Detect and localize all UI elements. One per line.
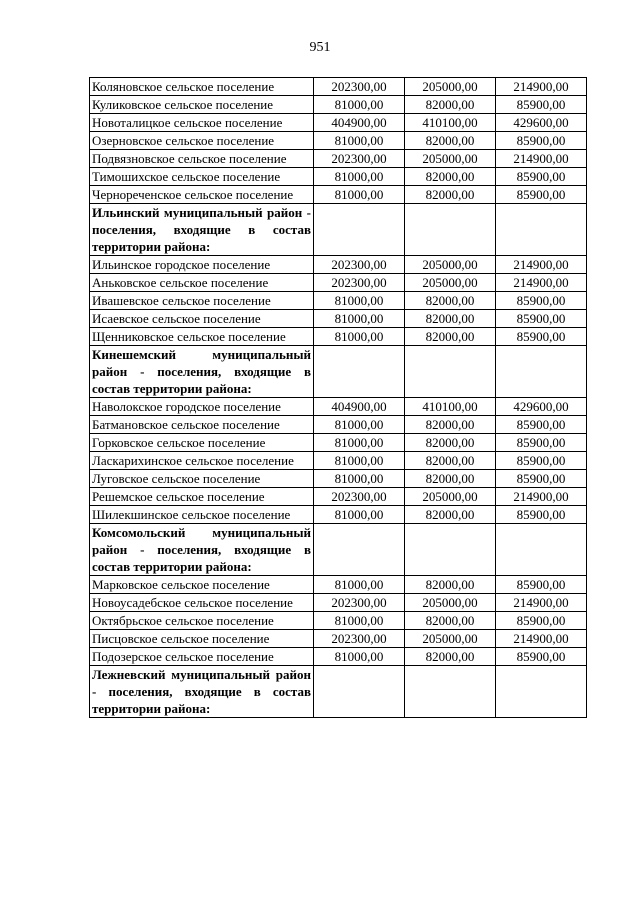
amount-cell-2: 410100,00 [405, 114, 496, 132]
amount-cell-1: 81000,00 [314, 132, 405, 150]
table-row [90, 132, 587, 150]
district-header-row [90, 666, 587, 718]
settlement-name-cell: Куликовское сельское поселение [90, 96, 314, 114]
page-number: 951 [309, 40, 331, 55]
amount-cell-3 [496, 524, 587, 576]
amount-cell-2: 205000,00 [405, 488, 496, 506]
amount-cell-1: 202300,00 [314, 274, 405, 292]
amount-cell-2: 82000,00 [405, 470, 496, 488]
amount-cell-2: 205000,00 [405, 630, 496, 648]
amount-cell-1: 81000,00 [314, 168, 405, 186]
table-row [90, 416, 587, 434]
amount-cell-2: 82000,00 [405, 328, 496, 346]
amount-cell-3 [496, 666, 587, 718]
amount-cell-2: 205000,00 [405, 150, 496, 168]
amount-cell-2: 82000,00 [405, 168, 496, 186]
settlement-name-cell: Ласкарихинское сельское поселение [90, 452, 314, 470]
amount-cell-3: 214900,00 [496, 488, 587, 506]
amount-cell-3: 85900,00 [496, 452, 587, 470]
settlement-name-cell: Решемское сельское поселение [90, 488, 314, 506]
amount-cell-1: 202300,00 [314, 594, 405, 612]
amount-cell-3 [496, 204, 587, 256]
amount-cell-1: 81000,00 [314, 434, 405, 452]
settlement-name-cell: Батмановское сельское поселение [90, 416, 314, 434]
amount-cell-3: 214900,00 [496, 274, 587, 292]
settlement-name-cell: Наволокское городское поселение [90, 398, 314, 416]
district-name-cell: Кинешемский муниципальный район - поселения, входящие в состав территории района: [90, 346, 314, 398]
table-body [90, 78, 587, 718]
amount-cell-2: 82000,00 [405, 576, 496, 594]
district-name-cell: Лежневский муниципальный район - поселения, входящие в состав территории района: [90, 666, 314, 718]
settlement-name-cell: Ильинское городское поселение [90, 256, 314, 274]
settlement-name-cell: Подозерское сельское поселение [90, 648, 314, 666]
district-name-cell: Комсомольский муниципальный район - поселения, входящие в состав территории района: [90, 524, 314, 576]
settlement-name-cell: Ивашевское сельское поселение [90, 292, 314, 310]
amount-cell-2: 82000,00 [405, 416, 496, 434]
district-header-row [90, 524, 587, 576]
settlement-name-cell: Коляновское сельское поселение [90, 78, 314, 96]
amount-cell-1: 404900,00 [314, 398, 405, 416]
amount-cell-3: 85900,00 [496, 328, 587, 346]
table-row [90, 186, 587, 204]
settlement-name-cell: Тимошихское сельское поселение [90, 168, 314, 186]
table-row [90, 96, 587, 114]
amount-cell-1 [314, 524, 405, 576]
amount-cell-2: 82000,00 [405, 292, 496, 310]
settlement-name-cell: Марковское сельское поселение [90, 576, 314, 594]
amount-cell-1: 404900,00 [314, 114, 405, 132]
district-header-row [90, 204, 587, 256]
amount-cell-3: 85900,00 [496, 168, 587, 186]
settlement-name-cell: Озерновское сельское поселение [90, 132, 314, 150]
amount-cell-1: 81000,00 [314, 452, 405, 470]
amount-cell-2: 82000,00 [405, 612, 496, 630]
amount-cell-1: 81000,00 [314, 186, 405, 204]
amount-cell-1: 202300,00 [314, 488, 405, 506]
amount-cell-1: 81000,00 [314, 470, 405, 488]
table-row [90, 488, 587, 506]
amount-cell-1: 81000,00 [314, 612, 405, 630]
amount-cell-1: 81000,00 [314, 310, 405, 328]
amount-cell-1: 81000,00 [314, 648, 405, 666]
amount-cell-2: 410100,00 [405, 398, 496, 416]
table-row [90, 506, 587, 524]
amount-cell-1: 202300,00 [314, 78, 405, 96]
amount-cell-3: 214900,00 [496, 150, 587, 168]
settlement-name-cell: Новоталицкое сельское поселение [90, 114, 314, 132]
amount-cell-2 [405, 346, 496, 398]
amount-cell-3: 429600,00 [496, 114, 587, 132]
settlement-name-cell: Октябрьское сельское поселение [90, 612, 314, 630]
table-row [90, 398, 587, 416]
settlement-name-cell: Горковское сельское поселение [90, 434, 314, 452]
amount-cell-3 [496, 346, 587, 398]
amount-cell-2: 82000,00 [405, 310, 496, 328]
table-row [90, 78, 587, 96]
amount-cell-2: 82000,00 [405, 186, 496, 204]
amount-cell-1: 81000,00 [314, 576, 405, 594]
table-row [90, 310, 587, 328]
table-row [90, 648, 587, 666]
amount-cell-2: 205000,00 [405, 274, 496, 292]
amount-cell-1 [314, 204, 405, 256]
amount-cell-2: 82000,00 [405, 96, 496, 114]
amount-cell-3: 429600,00 [496, 398, 587, 416]
table-row [90, 150, 587, 168]
amount-cell-3: 85900,00 [496, 96, 587, 114]
settlement-name-cell: Шилекшинское сельское поселение [90, 506, 314, 524]
amount-cell-2 [405, 204, 496, 256]
amount-cell-3: 85900,00 [496, 416, 587, 434]
settlement-name-cell: Подвязновское сельское поселение [90, 150, 314, 168]
amount-cell-3: 85900,00 [496, 132, 587, 150]
amount-cell-2: 82000,00 [405, 506, 496, 524]
table-row [90, 328, 587, 346]
amount-cell-3: 214900,00 [496, 594, 587, 612]
amount-cell-2: 82000,00 [405, 648, 496, 666]
amount-cell-2: 82000,00 [405, 434, 496, 452]
amount-cell-1 [314, 346, 405, 398]
table-row [90, 168, 587, 186]
amount-cell-3: 85900,00 [496, 612, 587, 630]
amount-cell-1: 81000,00 [314, 416, 405, 434]
table-row [90, 594, 587, 612]
table-row [90, 630, 587, 648]
table-row [90, 470, 587, 488]
district-name-cell: Ильинский муниципальный район - поселения, входящие в состав территории района: [90, 204, 314, 256]
amount-cell-2: 205000,00 [405, 256, 496, 274]
amount-cell-2: 82000,00 [405, 132, 496, 150]
amount-cell-2 [405, 666, 496, 718]
amount-cell-2 [405, 524, 496, 576]
amount-cell-1: 202300,00 [314, 256, 405, 274]
table-row [90, 292, 587, 310]
table-row [90, 612, 587, 630]
settlement-name-cell: Щенниковское сельское поселение [90, 328, 314, 346]
settlement-name-cell: Аньковское сельское поселение [90, 274, 314, 292]
settlement-name-cell: Новоусадебское сельское поселение [90, 594, 314, 612]
amount-cell-3: 85900,00 [496, 470, 587, 488]
amount-cell-3: 85900,00 [496, 186, 587, 204]
settlement-name-cell: Писцовское сельское поселение [90, 630, 314, 648]
district-header-row [90, 346, 587, 398]
amount-cell-1: 81000,00 [314, 506, 405, 524]
amount-cell-3: 85900,00 [496, 292, 587, 310]
amount-cell-1: 81000,00 [314, 328, 405, 346]
settlement-name-cell: Чернореченское сельское поселение [90, 186, 314, 204]
amount-cell-1: 81000,00 [314, 292, 405, 310]
amount-cell-3: 214900,00 [496, 256, 587, 274]
amount-cell-3: 85900,00 [496, 576, 587, 594]
amount-cell-3: 214900,00 [496, 630, 587, 648]
budget-table [89, 77, 587, 718]
table-row [90, 256, 587, 274]
table-row [90, 452, 587, 470]
table-row [90, 114, 587, 132]
table-row [90, 434, 587, 452]
amount-cell-3: 85900,00 [496, 506, 587, 524]
table-row [90, 576, 587, 594]
amount-cell-3: 85900,00 [496, 648, 587, 666]
settlement-name-cell: Луговское сельское поселение [90, 470, 314, 488]
amount-cell-1 [314, 666, 405, 718]
settlement-name-cell: Исаевское сельское поселение [90, 310, 314, 328]
amount-cell-2: 205000,00 [405, 78, 496, 96]
amount-cell-3: 85900,00 [496, 434, 587, 452]
amount-cell-2: 205000,00 [405, 594, 496, 612]
amount-cell-3: 214900,00 [496, 78, 587, 96]
amount-cell-2: 82000,00 [405, 452, 496, 470]
amount-cell-1: 202300,00 [314, 630, 405, 648]
table-row [90, 274, 587, 292]
amount-cell-3: 85900,00 [496, 310, 587, 328]
amount-cell-1: 202300,00 [314, 150, 405, 168]
amount-cell-1: 81000,00 [314, 96, 405, 114]
